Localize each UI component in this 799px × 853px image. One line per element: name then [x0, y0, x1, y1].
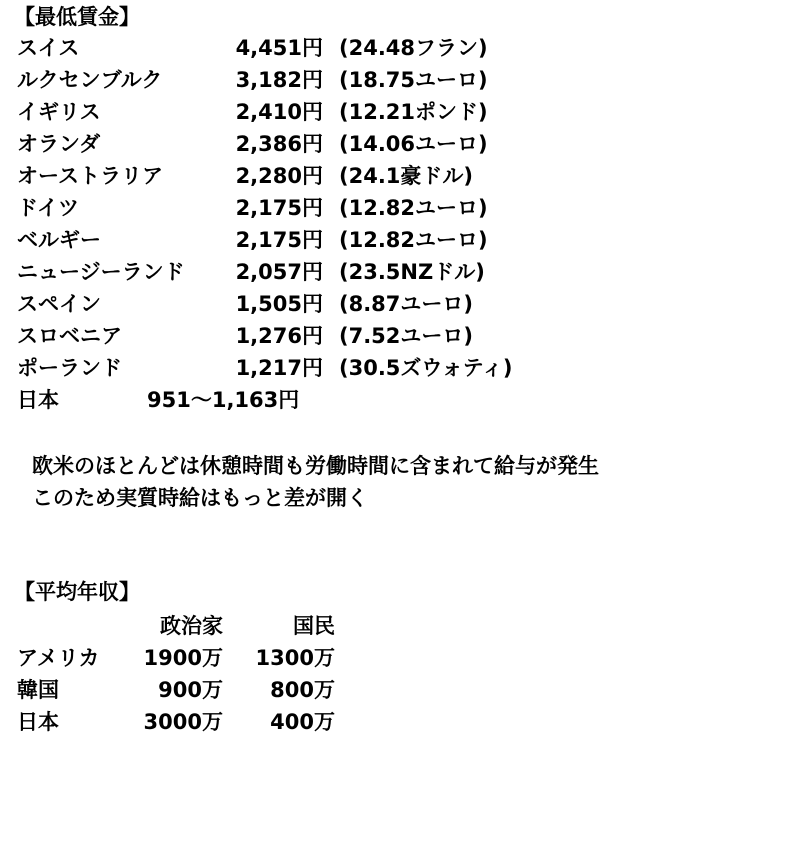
wage-range: 951～1,163円 [147, 388, 300, 412]
wage-yen: 3,182円 [235, 68, 323, 92]
wage-yen: 2,175円 [235, 196, 323, 220]
wage-local: (8.87ユーロ) [339, 292, 474, 316]
wage-country: イギリス [17, 100, 101, 124]
income-politician: 3000万 [143, 710, 223, 734]
wage-country: ドイツ [17, 196, 79, 220]
wage-country: ルクセンブルク [17, 68, 163, 92]
wage-yen: 1,276円 [235, 324, 323, 348]
income-col-citizen: 国民 [293, 614, 335, 638]
wage-yen: 2,057円 [235, 260, 323, 284]
wage-yen: 2,175円 [235, 228, 323, 252]
wage-local: (24.1豪ドル) [339, 164, 474, 188]
wage-local: (24.48フラン) [339, 36, 488, 60]
wage-yen: 1,217円 [235, 356, 323, 380]
income-country: 韓国 [17, 678, 59, 702]
note-line: 欧米のほとんどは休憩時間も労働時間に含まれて給与が発生 [32, 454, 599, 478]
wage-country: オーストラリア [17, 164, 163, 188]
wage-country: 日本 [17, 388, 59, 412]
wage-country: スペイン [17, 292, 101, 316]
wage-yen: 2,386円 [235, 132, 323, 156]
wage-yen: 2,410円 [235, 100, 323, 124]
income-citizen: 1300万 [255, 646, 335, 670]
wage-local: (12.82ユーロ) [339, 228, 488, 252]
wage-yen: 2,280円 [235, 164, 323, 188]
wage-country: スロベニア [17, 324, 122, 348]
wage-country: ニュージーランド [17, 260, 185, 284]
wage-local: (23.5NZドル) [339, 260, 485, 284]
income-politician: 900万 [158, 678, 223, 702]
wage-local: (30.5ズウォティ) [339, 356, 513, 380]
wage-country: ベルギー [17, 228, 101, 252]
wage-yen: 4,451円 [235, 36, 323, 60]
income-citizen: 400万 [270, 710, 335, 734]
wage-local: (7.52ユーロ) [339, 324, 474, 348]
wage-country: スイス [17, 36, 80, 60]
wage-yen: 1,505円 [235, 292, 323, 316]
income-politician: 1900万 [143, 646, 223, 670]
wage-local: (12.21ポンド) [339, 100, 488, 124]
income-heading: 【平均年収】 [14, 580, 140, 604]
wage-local: (12.82ユーロ) [339, 196, 488, 220]
wage-local: (14.06ユーロ) [339, 132, 488, 156]
wage-local: (18.75ユーロ) [339, 68, 488, 92]
wage-country: ポーランド [17, 356, 122, 380]
income-col-politician: 政治家 [160, 614, 223, 638]
income-citizen: 800万 [270, 678, 335, 702]
income-country: 日本 [17, 710, 59, 734]
min-wage-heading: 【最低賃金】 [14, 5, 140, 29]
income-country: アメリカ [17, 646, 100, 670]
wage-country: オランダ [17, 132, 101, 156]
note-line: このため実質時給はもっと差が開く [32, 486, 368, 510]
